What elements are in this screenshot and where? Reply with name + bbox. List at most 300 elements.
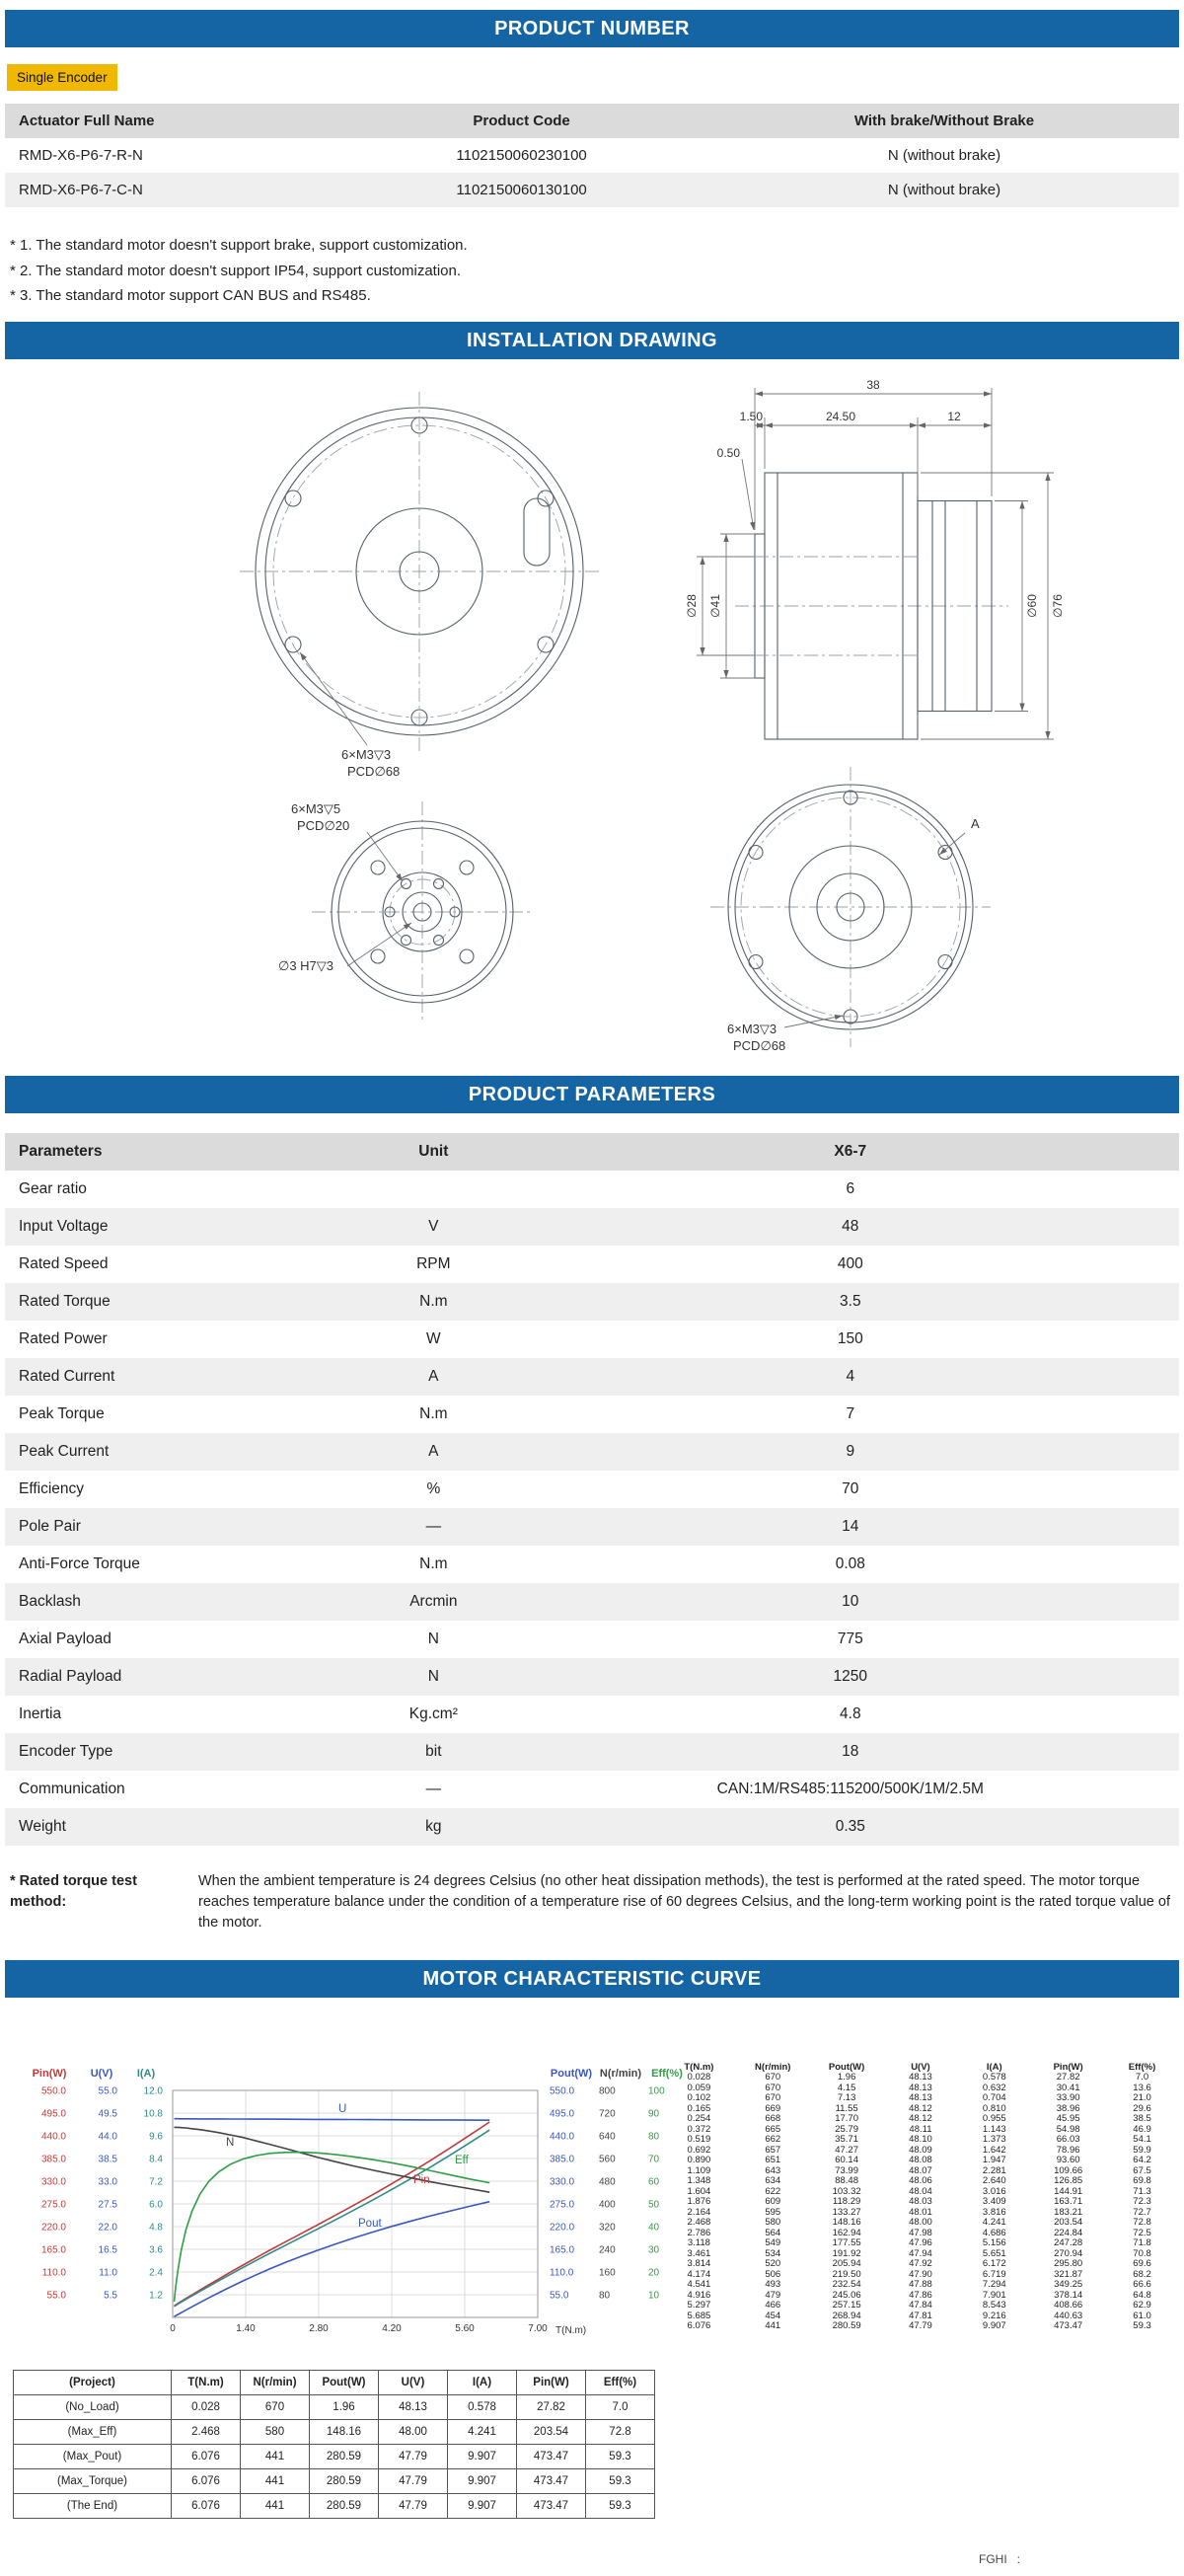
table-cell: 67.5 [1133,2164,1151,2176]
table-cell: 3.409 [982,2196,1006,2207]
table-row [5,1733,1179,1771]
table-cell: 643 [765,2164,781,2176]
axis-tick: 400 [599,2199,616,2210]
table-cell: 118.29 [832,2196,861,2207]
section-bar-installation-drawing: INSTALLATION DRAWING [5,322,1179,359]
table-cell: 48.12 [909,2102,932,2114]
axis-tick: 110.0 [41,2267,66,2278]
table-row [662,2238,1179,2249]
table-cell: 622 [765,2185,781,2197]
axis-tick: 80 [599,2290,611,2301]
table-cell: 7.13 [837,2092,856,2103]
table-cell: 1102150060130100 [456,182,587,198]
dim-dia-41: ∅41 [708,593,722,618]
section-mark-a: A [971,815,980,831]
table-row [662,2114,1179,2125]
table-cell: 534 [765,2247,781,2259]
table-cell: CAN:1M/RS485:115200/500K/1M/2.5M [716,1780,984,1797]
table-row [5,1771,1179,1808]
axis-tick: 550.0 [40,2085,66,2096]
table-cell: 2.164 [687,2206,711,2218]
table-cell: 5.297 [687,2300,711,2311]
table-cell: 47.86 [909,2289,932,2301]
table-cell: 48.01 [909,2206,932,2218]
table-row [662,2093,1179,2104]
table-cell: RMD-X6-P6-7-C-N [19,182,143,198]
table-cell: 9.216 [982,2310,1006,2321]
rated-torque-note-text: When the ambient temperature is 24 degrees Celsius (no other heat dissipation methods), the test is performed at the rated speed. The motor torque reaches temperature balance under the condition of a temperature rise of 60 degrees Celsius, and the long-term working point is the rated torque value of the motor. [198,1872,1170,1931]
table-cell: 48.00 [909,2217,932,2228]
table-cell: 0.059 [687,2082,711,2093]
table-cell: 6 [846,1179,855,1197]
table-cell: 48.13 [909,2082,932,2093]
dim-rear-length: 12 [947,409,961,423]
column-header: Product Code [333,104,709,138]
table-row [662,2176,1179,2187]
table-row [662,2280,1179,2291]
table-cell: 441 [241,2493,310,2518]
table-cell: 47.27 [835,2144,858,2156]
axis-tick: 27.5 [98,2199,117,2210]
footnotes [10,233,1179,309]
table-cell: 657 [765,2144,781,2156]
table-cell: 48.13 [909,2092,932,2103]
axis-tick: 49.5 [98,2108,117,2119]
table-cell: 48.12 [909,2113,932,2124]
table-row [5,1171,1179,1208]
table-cell: 580 [765,2217,781,2228]
axis-tick: 44.0 [98,2131,117,2142]
table-row [5,1471,1179,1508]
table-cell: 670 [765,2082,781,2093]
curve-i [175,2130,490,2307]
table-cell: Rated Torque [19,1292,111,1310]
x-tick: 5.60 [455,2322,475,2334]
table-cell: Radial Payload [19,1667,122,1685]
x-tick: 1.40 [236,2322,256,2334]
x-tick: 0 [170,2322,176,2334]
table-cell: 27.82 [1056,2072,1080,2083]
table-cell: 203.54 [1054,2217,1083,2228]
table-header-row [5,1133,1179,1171]
table-cell: 441 [765,2320,781,2331]
table-cell: 668 [765,2113,781,2124]
front-view [240,392,599,751]
table-cell: Rated Speed [19,1254,109,1272]
axis-tick: 220.0 [550,2222,575,2233]
dim-dia-60: ∅60 [1025,593,1039,618]
table-cell: 224.84 [1054,2227,1083,2238]
table-cell: 1102150060230100 [456,147,587,164]
output-hub-view [312,801,533,1023]
table-row [14,2444,655,2468]
table-row [5,1358,1179,1396]
table-row [662,2135,1179,2146]
product-number-table [5,104,1179,207]
axis-title: U(V) [90,2067,113,2080]
table-cell: 48.13 [379,2394,448,2419]
table-cell: 670 [765,2072,781,2083]
curve-label: Pout [358,2217,382,2230]
table-cell: 2.281 [982,2164,1006,2176]
table-cell: 48.08 [909,2155,932,2165]
table-cell: 11.55 [835,2102,858,2114]
column-header: Pin(W) [517,2370,586,2394]
section-bar-product-number: PRODUCT NUMBER [5,10,1179,47]
table-cell: 38.5 [1133,2113,1151,2124]
rear-view [710,767,991,1047]
dim-body-length: 24.50 [825,409,856,423]
table-row [5,1546,1179,1583]
table-cell: 72.8 [586,2419,655,2444]
table-row [5,1583,1179,1621]
table-header-row [5,104,1179,138]
table-cell: V [428,1217,439,1235]
table-cell: 0.632 [982,2082,1006,2093]
table-cell: 14 [842,1517,859,1535]
table-cell: 4.686 [982,2227,1006,2238]
table-cell: 670 [241,2394,310,2419]
table-row [662,2197,1179,2208]
table-cell: 72.7 [1133,2206,1151,2218]
table-cell: 163.71 [1054,2196,1083,2207]
table-cell: 0.519 [687,2134,711,2145]
axis-tick: 110.0 [550,2267,574,2278]
axis-tick: 4.8 [149,2222,163,2233]
axis-tick: 38.5 [98,2154,117,2164]
table-cell: 78.96 [1056,2144,1080,2156]
table-cell: 3.816 [982,2206,1006,2218]
table-cell: 9.907 [448,2444,517,2468]
table-cell: 88.48 [835,2175,858,2186]
table-cell: 68.2 [1133,2268,1151,2280]
table-cell: Peak Current [19,1442,110,1460]
table-cell: 45.95 [1056,2113,1080,2124]
hub-pcd-label: PCD∅20 [297,817,350,833]
axis-tick: 20 [648,2267,660,2278]
table-row [5,138,1179,173]
table-row [5,1433,1179,1471]
axis-tick: 16.5 [98,2244,117,2255]
table-cell: (Max_Eff) [14,2419,172,2444]
table-cell: 47.79 [379,2468,448,2493]
axis-title: Eff(%) [651,2067,683,2080]
footer-text: FGHI : [979,2551,1020,2566]
note-line: * 3. The standard motor support CAN BUS and RS485. [10,287,371,304]
table-cell: 441 [241,2444,310,2468]
axis-tick: 550.0 [550,2085,575,2096]
table-cell: (Max_Pout) [14,2444,172,2468]
table-cell: 1.109 [687,2164,711,2176]
table-cell: 66.03 [1056,2134,1080,2145]
table-cell: 1.373 [982,2134,1006,2145]
table-cell: 549 [765,2237,781,2248]
axis-title: Pin(W) [32,2067,67,2080]
table-cell: 72.3 [1133,2196,1151,2207]
column-header: Actuator Full Name [5,104,333,138]
table-cell: 0.028 [172,2394,241,2419]
table-cell: W [426,1329,441,1347]
front-pcd-label: PCD∅68 [347,763,401,779]
table-cell: Gear ratio [19,1179,87,1197]
table-cell: 609 [765,2196,781,2207]
axis-tick: 70 [648,2154,660,2164]
axis-tick: 10.8 [143,2108,163,2119]
rated-torque-note [10,1871,1176,1933]
axis-tick: 330.0 [40,2176,66,2187]
table-cell: 21.0 [1133,2092,1151,2103]
x-tick: 4.20 [382,2322,402,2334]
table-cell: 441 [241,2468,310,2493]
table-cell: 183.21 [1054,2206,1083,2218]
table-cell: 59.3 [586,2493,655,2518]
table-cell: 47.88 [909,2279,932,2290]
column-header: Pout(W) [828,2061,865,2073]
dim-step: 0.50 [716,445,740,460]
table-cell: 4.8 [840,1705,861,1722]
table-cell: 270.94 [1054,2247,1083,2259]
table-cell: 349.25 [1054,2279,1083,2290]
product-parameters-table [5,1133,1179,1846]
table-cell: 6.076 [172,2444,241,2468]
table-cell: 48.13 [909,2072,932,2083]
axis-tick: 40 [648,2222,660,2233]
table-cell: 1.947 [982,2155,1006,2165]
note-line: * 2. The standard motor doesn't support IP54, support customization. [10,262,462,279]
table-cell: 1.96 [837,2072,856,2083]
table-cell: 29.6 [1133,2102,1151,2114]
table-cell: — [425,1780,442,1797]
motor-curve-block [0,2063,1184,2359]
table-cell: Efficiency [19,1479,85,1497]
column-header: X6-7 [522,1133,1179,1171]
table-cell: 378.14 [1054,2289,1083,2301]
table-cell: 47.94 [909,2247,932,2259]
axis-tick: 6.0 [149,2199,163,2210]
table-cell: 73.99 [835,2164,858,2176]
table-row [5,1658,1179,1696]
table-row [5,1508,1179,1546]
table-cell: 0.165 [687,2102,711,2114]
table-cell: 48.11 [909,2123,932,2135]
table-cell: 48.03 [909,2196,932,2207]
axis-tick: 320 [599,2222,616,2233]
column-header: U(V) [379,2370,448,2394]
column-header: Eff(%) [1128,2061,1156,2073]
table-cell: 8.543 [982,2300,1006,2311]
table-cell: 144.91 [1054,2185,1083,2197]
table-cell: (Max_Torque) [14,2468,172,2493]
rear-bolt-label: 6×M3▽3 [727,1021,777,1036]
table-cell: 69.6 [1133,2258,1151,2269]
table-cell: 3.461 [687,2247,711,2259]
table-cell: 295.80 [1054,2258,1083,2269]
table-cell: 47.92 [909,2258,932,2269]
table-cell: 33.90 [1056,2092,1080,2103]
dim-dia-76: ∅76 [1051,593,1065,618]
axis-tick: 495.0 [550,2108,575,2119]
table-cell: 665 [765,2123,781,2135]
table-cell: 191.92 [832,2247,861,2259]
curve-label: Eff [455,2154,469,2166]
table-cell: 6.719 [982,2268,1006,2280]
axis-tick: 55.0 [550,2290,569,2301]
table-row [5,1696,1179,1733]
table-cell: 27.82 [517,2394,586,2419]
table-cell: 69.8 [1133,2175,1151,2186]
operating-points-summary-table [13,2370,655,2519]
column-header: Eff(%) [586,2370,655,2394]
table-cell: 2.640 [982,2175,1006,2186]
axis-tick: 440.0 [550,2131,575,2142]
table-cell: 60.14 [835,2155,858,2165]
table-cell: 0.028 [687,2072,711,2083]
axis-tick: 385.0 [40,2154,66,2164]
column-header: Pin(W) [1053,2061,1083,2073]
table-cell: 35.71 [835,2134,858,2145]
table-cell: 473.47 [1054,2320,1083,2331]
table-cell: 775 [837,1629,863,1647]
table-cell: 5.156 [982,2237,1006,2248]
rated-torque-note-label: * Rated torque test method: [10,1872,137,1910]
curve-data-table [662,2063,1179,2332]
table-cell: 595 [765,2206,781,2218]
table-cell: 148.16 [310,2419,379,2444]
table-row [662,2321,1179,2332]
table-cell: 48.06 [909,2175,932,2186]
axis-tick: 165.0 [40,2244,66,2255]
column-header: N(r/min) [241,2370,310,2394]
table-cell: 257.15 [832,2300,861,2311]
table-cell: 17.70 [835,2113,858,2124]
table-cell: 64.8 [1133,2289,1151,2301]
table-cell: N [427,1629,439,1647]
table-cell: 3.5 [840,1292,861,1310]
table-cell: 18 [842,1742,859,1760]
table-cell: 280.59 [832,2320,861,2331]
table-row [5,1621,1179,1658]
table-row [5,1321,1179,1358]
table-row [662,2259,1179,2270]
table-cell: 232.54 [832,2279,861,2290]
table-cell: 466 [765,2300,781,2311]
axis-tick: 33.0 [98,2176,117,2187]
table-cell: 473.47 [517,2493,586,2518]
axis-tick: 160 [599,2267,616,2278]
axis-tick: 440.0 [40,2131,66,2142]
column-header: Parameters [5,1133,345,1171]
table-cell: 662 [765,2134,781,2145]
table-cell: N (without brake) [887,147,1001,164]
table-cell: N.m [419,1554,448,1572]
table-cell: 47.79 [379,2444,448,2468]
table-cell: 4 [846,1367,855,1385]
table-cell: Pole Pair [19,1517,81,1535]
curve-label: U [338,2102,347,2115]
table-cell: 0.955 [982,2113,1006,2124]
column-header: N(r/min) [755,2061,791,2073]
table-cell: (The End) [14,2493,172,2518]
table-cell: 162.94 [832,2227,861,2238]
table-cell: 61.0 [1133,2310,1151,2321]
axis-tick: 560 [599,2154,616,2164]
table-cell: 0.102 [687,2092,711,2103]
x-tick: 7.00 [528,2322,548,2334]
table-cell: 148.16 [832,2217,861,2228]
axis-tick: 495.0 [40,2108,66,2119]
table-row [5,1246,1179,1283]
table-cell: 59.9 [1133,2144,1151,2156]
axis-tick: 100 [648,2085,665,2096]
table-cell: RMD-X6-P6-7-R-N [19,147,143,164]
table-cell: 126.85 [1054,2175,1083,2186]
curve-label: N [226,2136,235,2149]
table-row [662,2301,1179,2311]
table-cell: 0.08 [835,1554,865,1572]
table-header-row [14,2370,655,2394]
table-cell: 9 [846,1442,855,1460]
table-cell: Rated Current [19,1367,115,1385]
table-cell: 38.96 [1056,2102,1080,2114]
table-cell: 93.60 [1056,2155,1080,2165]
table-row [5,173,1179,207]
section-bar-motor-characteristic-curve: MOTOR CHARACTERISTIC CURVE [5,1960,1179,1998]
dim-dia-28: ∅28 [685,593,699,618]
table-cell: 72.8 [1133,2217,1151,2228]
axis-tick: 480 [599,2176,616,2187]
axis-tick: 30 [648,2244,660,2255]
table-row [14,2493,655,2518]
table-cell: 9.907 [982,2320,1006,2331]
table-cell: 0.810 [982,2102,1006,2114]
axis-tick: 55.0 [46,2290,66,2301]
table-cell: 203.54 [517,2419,586,2444]
axis-tick: 80 [648,2131,660,2142]
axis-tick: 60 [648,2176,660,2187]
axis-tick: 220.0 [40,2222,66,2233]
axis-tick: 9.6 [149,2131,163,2142]
table-cell: 48.00 [379,2419,448,2444]
axis-tick: 330.0 [550,2176,575,2187]
table-cell: 7 [846,1404,855,1422]
axis-tick: 90 [648,2108,660,2119]
column-header: With brake/Without Brake [709,104,1179,138]
table-cell: 47.81 [909,2310,932,2321]
table-cell: 10 [842,1592,859,1610]
table-cell: 59.3 [1133,2320,1151,2331]
table-cell: 47.79 [909,2320,932,2331]
column-header: T(N.m) [172,2370,241,2394]
table-cell: Input Voltage [19,1217,109,1235]
dim-overall-length: 38 [866,377,880,392]
table-cell: 70.8 [1133,2247,1151,2259]
table-cell: 4.916 [687,2289,711,2301]
table-cell: 48.07 [909,2164,932,2176]
column-header: I(A) [448,2370,517,2394]
table-cell: 62.9 [1133,2300,1151,2311]
front-bolt-label: 6×M3▽3 [341,746,392,762]
side-view-dimensions [685,378,1065,739]
table-cell: (No_Load) [14,2394,172,2419]
table-cell: 1.604 [687,2185,711,2197]
axis-tick: 22.0 [98,2222,117,2233]
table-cell: 47.84 [909,2300,932,2311]
table-cell: 47.90 [909,2268,932,2280]
table-cell: 520 [765,2258,781,2269]
axis-tick: 10 [648,2290,660,2301]
axis-tick: 640 [599,2131,616,2142]
table-cell: 6.076 [172,2468,241,2493]
